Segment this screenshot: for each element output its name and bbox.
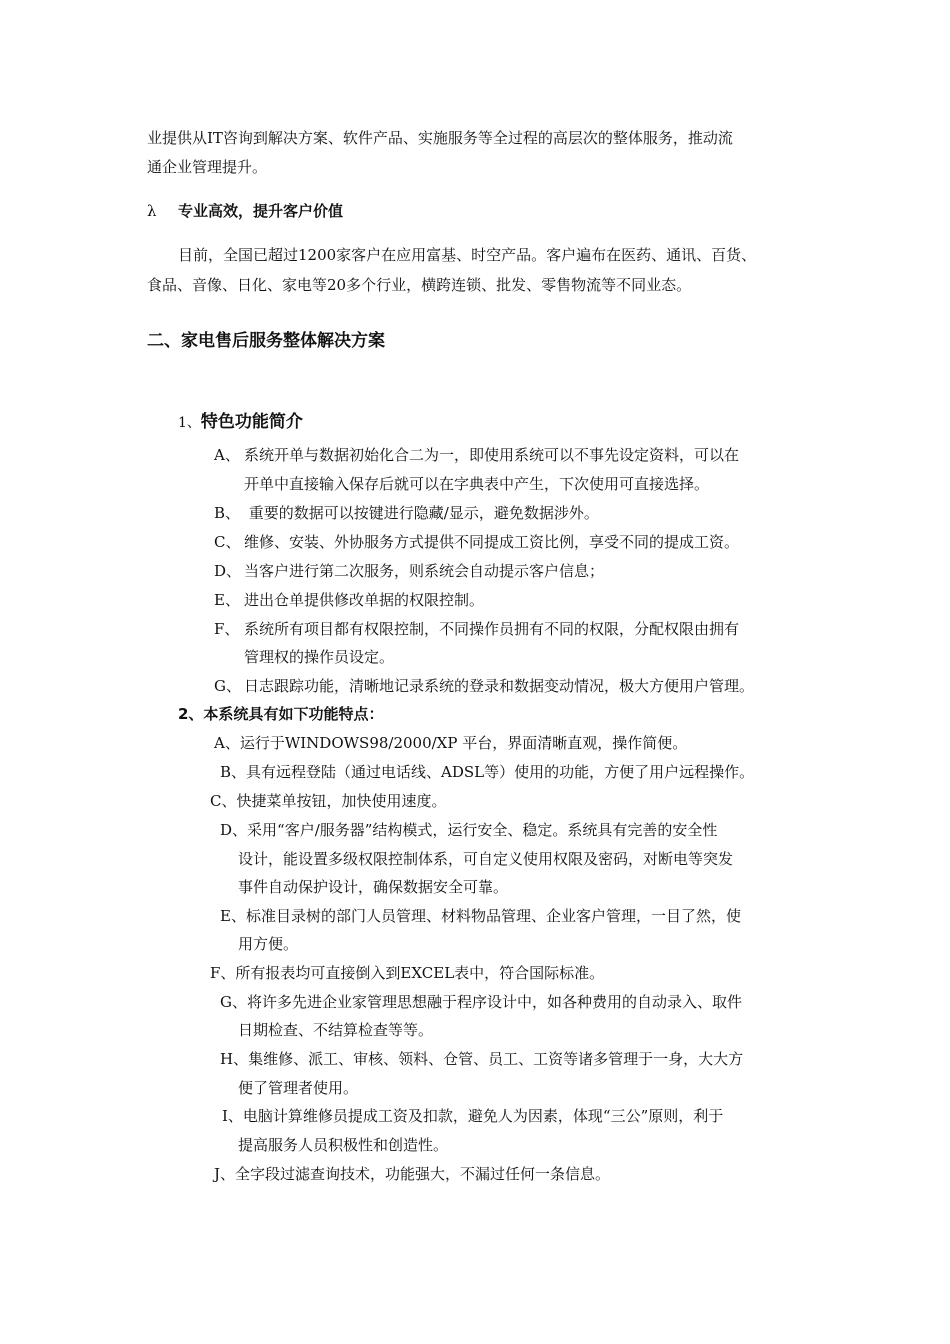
list-item <box>214 676 754 696</box>
sub-1-title: 特色功能简介 <box>200 412 303 432</box>
item-text: 当客户进行第二次服务，则系统会自动提示客户信息； <box>244 562 605 580</box>
item-text: 日志跟踪功能，清晰地记录系统的登录和数据变动情况，极大方便用户管理。 <box>244 677 755 695</box>
feature-point-heading <box>147 201 343 221</box>
item-text: 系统开单与数据初始化合二为一，即使用系统可以不事先设定资料，可以在 <box>244 446 740 464</box>
list-item <box>214 503 599 523</box>
item-continuation: 日期检查、不结算检查等等。 <box>238 1021 434 1039</box>
sub-1-number: 1、 <box>178 415 201 431</box>
feature-point-title: 专业高效，提升客户价值 <box>178 202 344 220</box>
item-continuation: 事件自动保护设计，确保数据安全可靠。 <box>238 878 509 896</box>
item-continuation: 用方便。 <box>238 935 299 953</box>
list-item <box>214 445 739 465</box>
list-item: A、运行于WINDOWS98/2000/XP 平台，界面清晰直观，操作简便。 <box>214 734 688 752</box>
sub-1-heading <box>178 412 303 433</box>
item-continuation: 便了管理者使用。 <box>238 1079 359 1097</box>
item-continuation: 提高服务人员积极性和创造性。 <box>238 1136 449 1154</box>
item-label: C、 <box>214 533 241 551</box>
item-label: B、 <box>214 504 241 522</box>
list-item: G、将许多先进企业家管理思想融于程序设计中，如各种费用的自动录入、取件 <box>220 993 742 1011</box>
item-label: G、 <box>214 677 241 695</box>
item-text: 重要的数据可以按键进行隐藏/显示，避免数据涉外。 <box>244 504 599 522</box>
list-item: B、具有远程登陆（通过电话线、ADSL等）使用的功能，方便了用户远程操作。 <box>220 763 755 781</box>
list-item: C、快捷菜单按钮，加快使用速度。 <box>210 792 447 810</box>
list-item <box>214 561 604 581</box>
item-continuation: 开单中直接输入保存后就可以在字典表中产生，下次使用可直接选择。 <box>244 475 710 493</box>
list-item: I、电脑计算维修员提成工资及扣款，避免人为因素，体现“三公”原则，利于 <box>222 1107 724 1125</box>
item-label: D、 <box>214 562 242 580</box>
list-item <box>214 590 484 610</box>
item-continuation: 管理权的操作员设定。 <box>244 648 395 666</box>
intro-line-2: 通企业管理提升。 <box>147 158 268 176</box>
list-item <box>214 619 739 639</box>
list-item: D、采用“客户/服务器”结构模式，运行安全、稳定。系统具有完善的安全性 <box>220 821 718 839</box>
item-label: F、 <box>214 620 240 638</box>
item-text: 进出仓单提供修改单据的权限控制。 <box>244 591 485 609</box>
list-item: F、所有报表均可直接倒入到EXCEL表中，符合国际标准。 <box>210 964 605 982</box>
list-item <box>214 532 739 552</box>
list-item: H、集维修、派工、审核、领料、仓管、员工、工资等诸多管理于一身，大大方 <box>220 1050 744 1068</box>
bullet-icon: λ <box>147 202 157 220</box>
item-text: 系统所有项目都有权限控制，不同操作员拥有不同的权限，分配权限由拥有 <box>244 620 740 638</box>
item-label: E、 <box>214 591 240 609</box>
intro-line-1: 业提供从IT咨询到解决方案、软件产品、实施服务等全过程的高层次的整体服务，推动流 <box>147 129 733 147</box>
item-label: A、 <box>214 446 240 464</box>
list-item: J、全字段过滤查询技术，功能强大，不漏过任何一条信息。 <box>214 1165 611 1183</box>
list-item: E、标准目录树的部门人员管理、材料物品管理、企业客户管理，一目了然，使 <box>220 907 741 925</box>
sub-2-title: 2、本系统具有如下功能特点： <box>178 705 384 723</box>
feature-point-line-2: 食品、音像、日化、家电等20多个行业，横跨连锁、批发、零售物流等不同业态。 <box>147 276 692 294</box>
item-text: 维修、安装、外协服务方式提供不同提成工资比例，享受不同的提成工资。 <box>244 533 740 551</box>
section-2-title: 二、家电售后服务整体解决方案 <box>147 331 385 351</box>
item-continuation: 设计，能设置多级权限控制体系，可自定义使用权限及密码，对断电等突发 <box>238 850 734 868</box>
feature-point-line-1: 目前，全国已超过1200家客户在应用富基、时空产品。客户遍布在医药、通讯、百货、 <box>178 246 757 264</box>
